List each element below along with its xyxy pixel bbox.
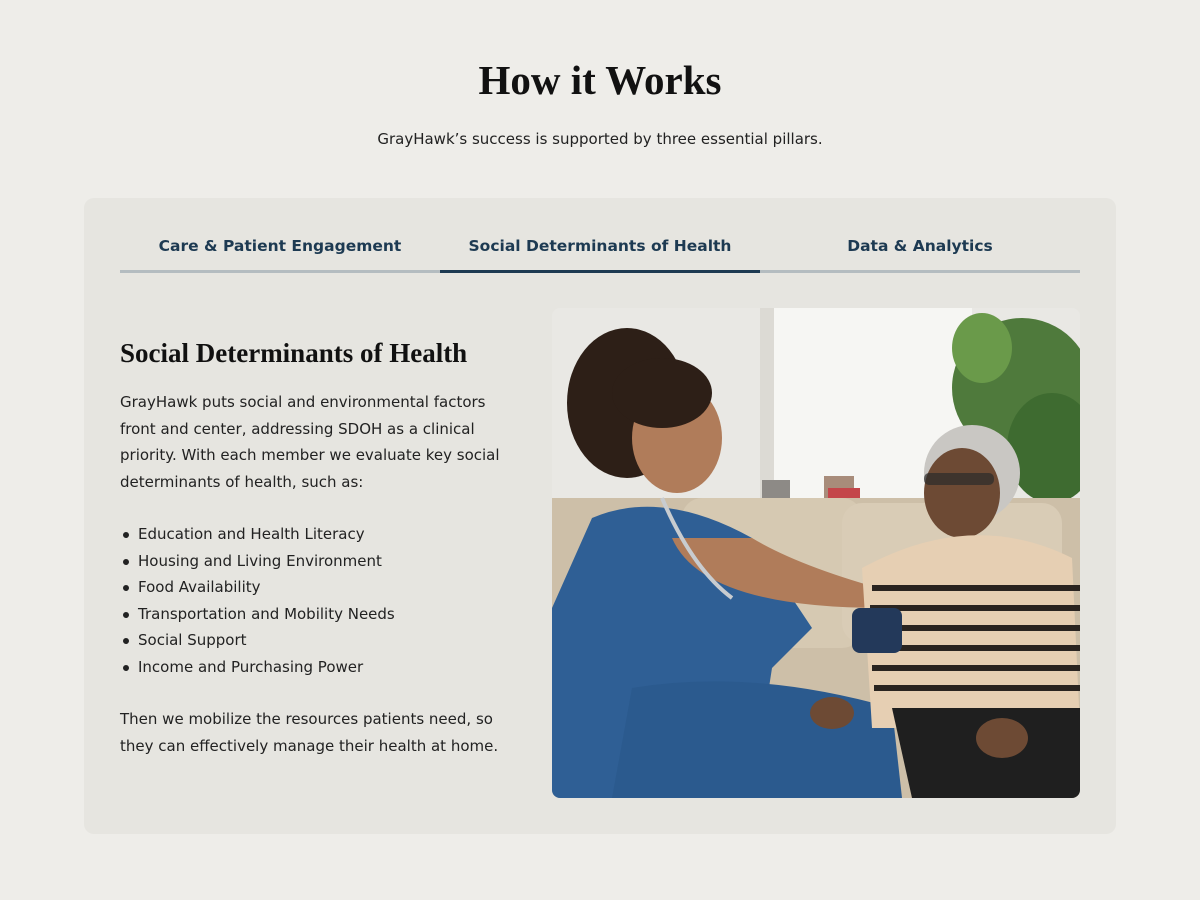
list-item: Housing and Living Environment <box>120 548 520 575</box>
tab-social-determinants-of-health[interactable]: Social Determinants of Health <box>440 228 760 270</box>
tab-data-analytics[interactable]: Data & Analytics <box>847 237 993 255</box>
nurse-patient-photo <box>552 308 1080 798</box>
tab-care-patient-engagement[interactable]: Care & Patient Engagement <box>158 237 402 255</box>
list-item: Transportation and Mobility Needs <box>120 601 520 628</box>
pillar-tabs <box>120 228 1080 273</box>
tab-panel-text <box>120 338 520 759</box>
pillars-card <box>84 198 1116 834</box>
list-item: Education and Health Literacy <box>120 521 520 548</box>
panel-outro: Then we mobilize the resources patients need, so they can effectively manage their health at home. <box>120 710 499 755</box>
page-title: How it Works <box>478 57 722 103</box>
page-subtitle: GrayHawk’s success is supported by three essential pillars. <box>377 130 823 148</box>
list-item: Income and Purchasing Power <box>120 654 520 681</box>
panel-intro: GrayHawk puts social and environmental factors front and center, addressing SDOH as a clinical priority. With each member we evaluate key social determinants of health, such as: <box>120 393 500 491</box>
sdoh-list <box>120 521 520 680</box>
list-item: Food Availability <box>120 574 520 601</box>
panel-heading: Social Determinants of Health <box>120 338 468 368</box>
list-item: Social Support <box>120 627 520 654</box>
